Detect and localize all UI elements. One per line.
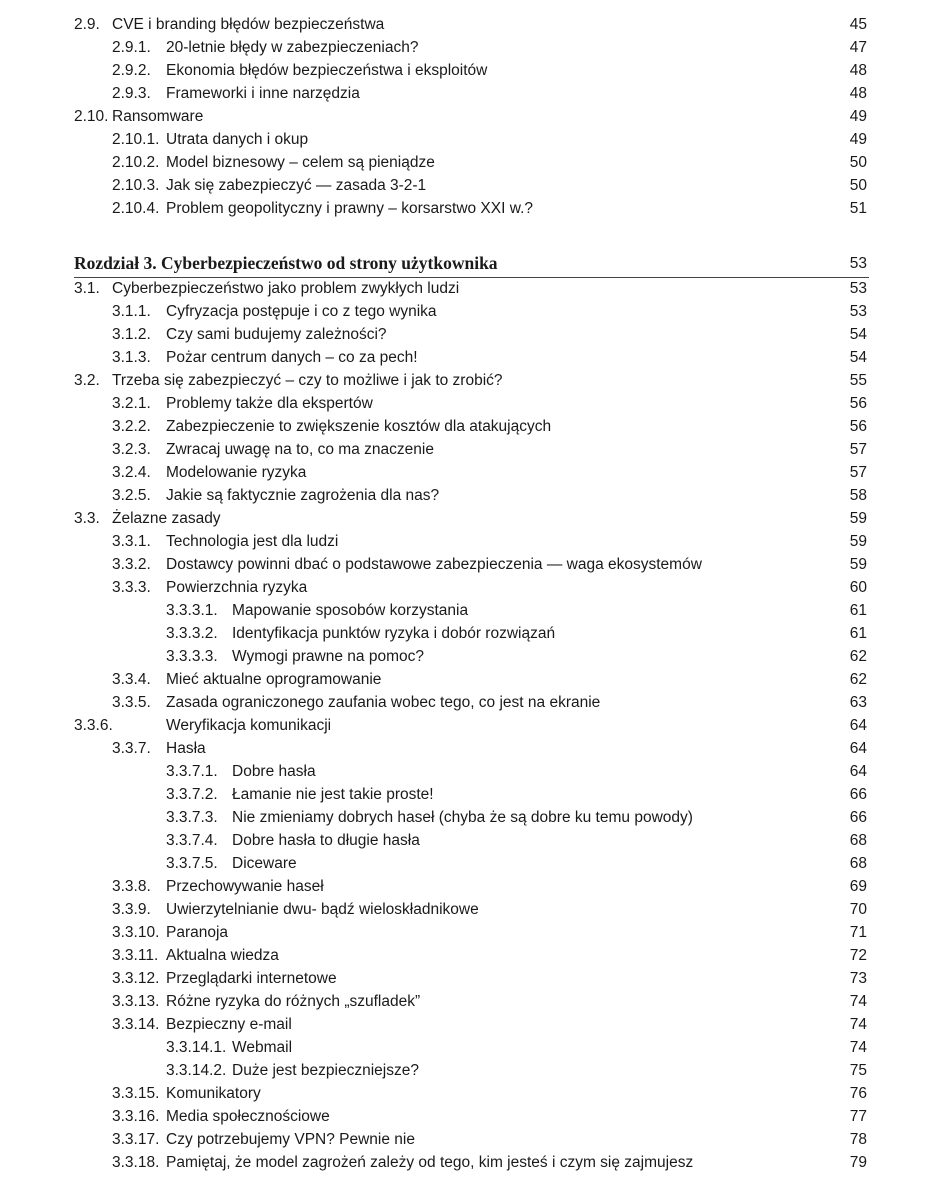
entry-number: 2.10.2.: [112, 154, 160, 171]
toc-entry: [0, 944, 933, 967]
entry-number: 3.3.9.: [112, 901, 151, 918]
entry-title: CVE i branding błędów bezpieczeństwa: [112, 16, 385, 33]
entry-number: 3.2.1.: [112, 395, 151, 412]
entry-number: 3.2.4.: [112, 464, 151, 481]
entry-number: 3.3.4.: [112, 671, 151, 688]
entry-title: Czy potrzebujemy VPN? Pewnie nie: [166, 1131, 415, 1148]
entry-page-number: 53: [849, 255, 867, 272]
entry-page-number: 61: [849, 625, 867, 642]
entry-page-number: 48: [849, 62, 867, 79]
entry-title: Dobre hasła: [232, 763, 316, 780]
entry-page-number: 68: [849, 855, 867, 872]
toc-entry: [0, 1128, 933, 1151]
entry-number: 3.3.3.1.: [166, 602, 218, 619]
entry-title: Ransomware: [112, 108, 204, 125]
toc-entry: [0, 898, 933, 921]
entry-page-number: 49: [849, 108, 867, 125]
entry-page-number: 54: [849, 326, 867, 343]
entry-page-number: 45: [849, 16, 867, 33]
entry-number: 3.3.15.: [112, 1085, 160, 1102]
entry-page-number: 74: [849, 1039, 867, 1056]
chapter-heading: [0, 252, 933, 275]
toc-entry: [0, 484, 933, 507]
entry-number: 3.3.7.3.: [166, 809, 218, 826]
entry-page-number: 47: [849, 39, 867, 56]
entry-title: Pożar centrum danych – co za pech!: [166, 349, 418, 366]
entry-page-number: 71: [849, 924, 867, 941]
entry-page-number: 73: [849, 970, 867, 987]
entry-page-number: 74: [849, 993, 867, 1010]
entry-page-number: 56: [849, 395, 867, 412]
entry-page-number: 72: [849, 947, 867, 964]
entry-number: 2.10.: [74, 108, 109, 125]
entry-title: Przechowywanie haseł: [166, 878, 324, 895]
entry-page-number: 63: [849, 694, 867, 711]
entry-title: Pamiętaj, że model zagrożeń zależy od tego, kim jesteś i czym się zajmujesz: [166, 1154, 694, 1171]
entry-number: 2.9.2.: [112, 62, 151, 79]
entry-number: 2.9.3.: [112, 85, 151, 102]
entry-page-number: 68: [849, 832, 867, 849]
entry-number: 3.2.: [74, 372, 100, 389]
toc-entry: [0, 197, 933, 220]
entry-title: Cyberbezpieczeństwo jako problem zwykłych ludzi: [112, 280, 460, 297]
toc-entry: [0, 323, 933, 346]
entry-page-number: 57: [849, 464, 867, 481]
toc-entry: [0, 990, 933, 1013]
entry-page-number: 74: [849, 1016, 867, 1033]
toc-entry: [0, 59, 933, 82]
toc-entry: [0, 1082, 933, 1105]
entry-number: 3.3.12.: [112, 970, 160, 987]
toc-entry: [0, 507, 933, 530]
entry-number: 3.1.1.: [112, 303, 151, 320]
entry-title: Mapowanie sposobów korzystania: [232, 602, 469, 619]
entry-number: 3.3.3.2.: [166, 625, 218, 642]
entry-title: Zwracaj uwagę na to, co ma znaczenie: [166, 441, 434, 458]
entry-page-number: 70: [849, 901, 867, 918]
toc-entry: [0, 1105, 933, 1128]
entry-title: Diceware: [232, 855, 297, 872]
entry-page-number: 51: [849, 200, 867, 217]
entry-number: 3.2.2.: [112, 418, 151, 435]
entry-title: Ekonomia błędów bezpieczeństwa i eksploitów: [166, 62, 488, 79]
entry-number: 3.3.6.: [74, 717, 113, 734]
entry-page-number: 66: [849, 786, 867, 803]
entry-title: Różne ryzyka do różnych „szufladek”: [166, 993, 421, 1010]
toc-entry: [0, 622, 933, 645]
entry-title: 20-letnie błędy w zabezpieczeniach?: [166, 39, 419, 56]
toc-entry: [0, 645, 933, 668]
toc-entry: [0, 174, 933, 197]
entry-title: Paranoja: [166, 924, 229, 941]
toc-entry: [0, 921, 933, 944]
entry-page-number: 54: [849, 349, 867, 366]
entry-page-number: 64: [849, 763, 867, 780]
entry-title: Bezpieczny e-mail: [166, 1016, 292, 1033]
entry-title: Przeglądarki internetowe: [166, 970, 337, 987]
entry-number: 3.3.10.: [112, 924, 160, 941]
entry-title: Technologia jest dla ludzi: [166, 533, 339, 550]
entry-page-number: 49: [849, 131, 867, 148]
entry-title: Zasada ograniczonego zaufania wobec tego, co jest na ekranie: [166, 694, 601, 711]
toc-entry: [0, 829, 933, 852]
toc-entry: [0, 806, 933, 829]
entry-title: Duże jest bezpieczniejsze?: [232, 1062, 419, 1079]
entry-title: Mieć aktualne oprogramowanie: [166, 671, 382, 688]
entry-number: 3.2.3.: [112, 441, 151, 458]
entry-title: Zabezpieczenie to zwiększenie kosztów dla atakujących: [166, 418, 552, 435]
toc-entry: [0, 369, 933, 392]
entry-title: Frameworki i inne narzędzia: [166, 85, 360, 102]
toc-entry: [0, 36, 933, 59]
entry-title: Utrata danych i okup: [166, 131, 309, 148]
entry-title: Problem geopolityczny i prawny – korsarstwo XXI w.?: [166, 200, 533, 217]
entry-number: 2.10.3.: [112, 177, 160, 194]
entry-page-number: 64: [849, 717, 867, 734]
entry-title: Cyfryzacja postępuje i co z tego wynika: [166, 303, 437, 320]
entry-title: Jakie są faktycznie zagrożenia dla nas?: [166, 487, 440, 504]
toc-entry: [0, 576, 933, 599]
entry-page-number: 62: [849, 648, 867, 665]
entry-number: 3.3.2.: [112, 556, 151, 573]
entry-page-number: 75: [849, 1062, 867, 1079]
entry-number: 3.1.: [74, 280, 100, 297]
toc-entry: [0, 277, 933, 300]
entry-number: 3.3.14.2.: [166, 1062, 227, 1079]
entry-title: Identyfikacja punktów ryzyka i dobór rozwiązań: [232, 625, 556, 642]
chapter-title: Rozdział 3. Cyberbezpieczeństwo od strony użytkownika: [74, 253, 498, 273]
entry-page-number: 77: [849, 1108, 867, 1125]
toc-entry: [0, 346, 933, 369]
toc-entry: [0, 1013, 933, 1036]
entry-page-number: 53: [849, 280, 867, 297]
entry-title: Czy sami budujemy zależności?: [166, 326, 387, 343]
entry-number: 2.10.4.: [112, 200, 160, 217]
toc-entry: [0, 438, 933, 461]
entry-page-number: 76: [849, 1085, 867, 1102]
entry-title: Aktualna wiedza: [166, 947, 279, 964]
entry-number: 3.3.5.: [112, 694, 151, 711]
entry-number: 2.9.1.: [112, 39, 151, 56]
toc-entry: [0, 105, 933, 128]
toc-entry: [0, 668, 933, 691]
entry-title: Uwierzytelnianie dwu- bądź wieloskładnikowe: [166, 901, 479, 918]
toc-entry: [0, 783, 933, 806]
entry-page-number: 50: [849, 154, 867, 171]
entry-number: 3.3.3.3.: [166, 648, 218, 665]
toc-entry: [0, 415, 933, 438]
entry-page-number: 55: [849, 372, 867, 389]
entry-title: Model biznesowy – celem są pieniądze: [166, 154, 435, 171]
toc-entry: [0, 151, 933, 174]
entry-title: Wymogi prawne na pomoc?: [232, 648, 424, 665]
toc-entry: [0, 461, 933, 484]
entry-page-number: 66: [849, 809, 867, 826]
entry-number: 3.3.13.: [112, 993, 160, 1010]
entry-number: 3.3.1.: [112, 533, 151, 550]
entry-title: Webmail: [232, 1039, 293, 1056]
entry-page-number: 50: [849, 177, 867, 194]
entry-number: 3.3.14.: [112, 1016, 160, 1033]
toc-entry: [0, 737, 933, 760]
entry-page-number: 57: [849, 441, 867, 458]
entry-number: 3.3.: [74, 510, 100, 527]
entry-page-number: 60: [849, 579, 867, 596]
toc-entry: [0, 300, 933, 323]
entry-number: 3.3.16.: [112, 1108, 160, 1125]
entry-number: 3.3.18.: [112, 1154, 160, 1171]
entry-page-number: 61: [849, 602, 867, 619]
entry-title: Jak się zabezpieczyć — zasada 3-2-1: [166, 177, 427, 194]
entry-page-number: 59: [849, 556, 867, 573]
entry-number: 3.3.3.: [112, 579, 151, 596]
entry-number: 2.9.: [74, 16, 100, 33]
entry-number: 3.3.7.4.: [166, 832, 218, 849]
entry-title: Hasła: [166, 740, 206, 757]
toc-entry: [0, 1036, 933, 1059]
entry-number: 3.3.7.2.: [166, 786, 218, 803]
entry-number: 3.3.11.: [112, 947, 159, 964]
entry-page-number: 59: [849, 533, 867, 550]
toc-entry: [0, 392, 933, 415]
entry-title: Dobre hasła to długie hasła: [232, 832, 420, 849]
entry-page-number: 79: [849, 1154, 867, 1171]
toc-entry: [0, 1059, 933, 1082]
entry-title: Łamanie nie jest takie proste!: [232, 786, 434, 803]
entry-title: Powierzchnia ryzyka: [166, 579, 308, 596]
entry-title: Komunikatory: [166, 1085, 261, 1102]
toc-entry: [0, 82, 933, 105]
entry-page-number: 56: [849, 418, 867, 435]
toc-entry: [0, 553, 933, 576]
toc-entry: [0, 875, 933, 898]
toc-entry: [0, 1151, 933, 1174]
entry-number: 3.3.7.5.: [166, 855, 218, 872]
toc-entry: [0, 13, 933, 36]
toc-entry: [0, 691, 933, 714]
toc-entry: [0, 852, 933, 875]
entry-page-number: 62: [849, 671, 867, 688]
entry-number: 3.2.5.: [112, 487, 151, 504]
entry-title: Problemy także dla ekspertów: [166, 395, 373, 412]
toc-entry: [0, 530, 933, 553]
entry-number: 3.3.8.: [112, 878, 151, 895]
toc-entry: [0, 599, 933, 622]
entry-page-number: 58: [849, 487, 867, 504]
entry-title: Weryfikacja komunikacji: [166, 717, 332, 734]
toc-entry: [0, 128, 933, 151]
entry-page-number: 59: [849, 510, 867, 527]
entry-number: 3.1.2.: [112, 326, 151, 343]
entry-title: Modelowanie ryzyka: [166, 464, 307, 481]
entry-page-number: 69: [849, 878, 867, 895]
entry-number: 3.3.17.: [112, 1131, 160, 1148]
entry-page-number: 64: [849, 740, 867, 757]
toc-entry: [0, 967, 933, 990]
entry-title: Żelazne zasady: [112, 510, 221, 527]
entry-number: 3.3.7.: [112, 740, 151, 757]
entry-number: 3.3.7.1.: [166, 763, 218, 780]
toc-entry: [0, 760, 933, 783]
entry-page-number: 53: [849, 303, 867, 320]
entry-title: Trzeba się zabezpieczyć – czy to możliwe i jak to zrobić?: [112, 372, 503, 389]
entry-number: 3.1.3.: [112, 349, 151, 366]
toc-entry: [0, 714, 933, 737]
entry-title: Nie zmieniamy dobrych haseł (chyba że są dobre ku temu powody): [232, 809, 693, 826]
entry-title: Dostawcy powinni dbać o podstawowe zabezpieczenia — waga ekosystemów: [166, 556, 702, 573]
entry-page-number: 78: [849, 1131, 867, 1148]
entry-number: 3.3.14.1.: [166, 1039, 227, 1056]
entry-page-number: 48: [849, 85, 867, 102]
entry-title: Media społecznościowe: [166, 1108, 330, 1125]
entry-number: 2.10.1.: [112, 131, 160, 148]
